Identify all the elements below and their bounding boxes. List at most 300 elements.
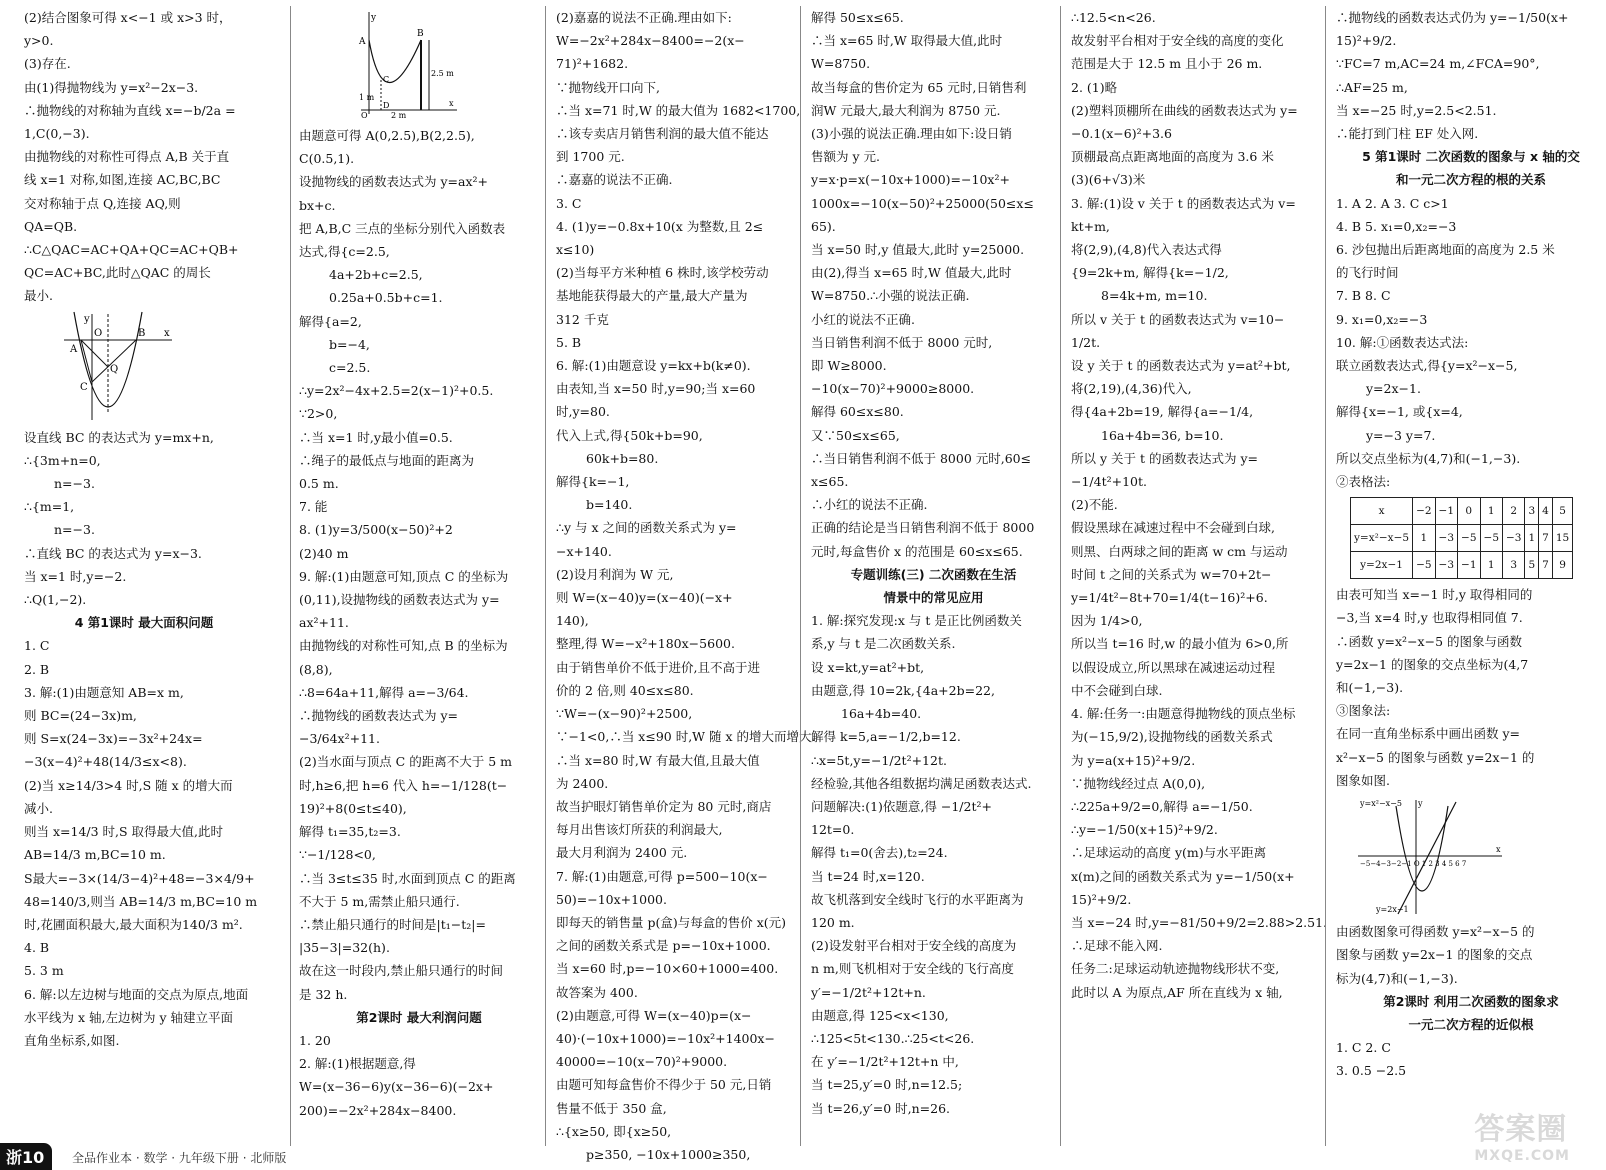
text-line: (2)塑料顶棚所在曲线的函数表达式为 y= <box>1071 102 1298 118</box>
fig2-label-1m: 1 m <box>359 93 375 102</box>
text-line: 1. C <box>24 638 50 654</box>
text-line: 200)=−2x²+284x−8400. <box>299 1102 457 1118</box>
text-line: ∴函数 y=x²−x−5 的图象与函数 <box>1336 633 1522 649</box>
text-line: ∴抛物线的对称轴为直线 x=−b/2a = <box>24 102 236 118</box>
text-line: 每月出售该灯所获的利润最大, <box>556 822 723 838</box>
text-line: c=2.5. <box>329 360 371 376</box>
fig2-label-a: A <box>359 37 366 47</box>
text-line: 由题意可得 A(0,2.5),B(2,2.5), <box>299 128 475 143</box>
text-line: 正确的结论是当日销售利润不低于 8000 <box>811 520 1035 536</box>
table-cell: 1 <box>1525 525 1539 552</box>
watermark-sub: MXQE.COM <box>1474 1148 1570 1164</box>
text-line: 120 m. <box>811 914 855 930</box>
text-line: 是 32 h. <box>299 986 348 1002</box>
fig-label-b: B <box>138 327 146 339</box>
text-line: 以假设成立,所以黑球在减速运动过程 <box>1071 659 1275 675</box>
text-line: (0,11),设抛物线的函数表达式为 y= <box>299 592 500 608</box>
fig2-label-c: C <box>383 75 390 84</box>
text-line: 为 y=a(x+15)²+9/2. <box>1071 752 1196 768</box>
column-1 <box>24 6 264 1146</box>
text-line: 故发射平台相对于安全线的高度的变化 <box>1071 33 1284 49</box>
fig-label-a: A <box>70 343 78 355</box>
table-cell: −3 <box>1435 525 1457 552</box>
text-line: (3)(6+√3)米 <box>1071 172 1146 188</box>
text-line: 由于销售单价不低于进价,且不高于进 <box>556 659 760 675</box>
section-heading-approx-root-1: 第2课时 利用二次函数的图象求 <box>1383 993 1559 1009</box>
text-line: 当 x=50 时,y 值最大,此时 y=25000. <box>811 242 1025 258</box>
text-line: ∴直线 BC 的表达式为 y=x−3. <box>24 545 202 561</box>
text-line: 则 W=(x−40)y=(x−40)(−x+ <box>556 590 733 606</box>
text-line: 10. 解:①函数表达式法: <box>1336 334 1469 350</box>
text-line: ∵W=−(x−90)²+2500, <box>556 706 693 722</box>
text-line: 标为(4,7)和(−1,−3). <box>1336 970 1458 986</box>
text-line: −10(x−70)²+9000≥8000. <box>811 381 975 397</box>
text-line: 此时以 A 为原点,AF 所在直线为 x 轴, <box>1071 984 1283 1000</box>
table-cell: 7 <box>1539 525 1553 552</box>
text-line: 基地能获得最大的产量,最大产量为 <box>556 288 748 304</box>
section-heading-intersection-2: 和一元二次方程的根的关系 <box>1395 172 1546 188</box>
text-line: 所以交点坐标为(4,7)和(−1,−3). <box>1336 450 1521 466</box>
text-line: n m,则飞机相对于安全线的飞行高度 <box>811 961 1014 977</box>
text-line: 故飞机落到安全线时飞行的水平距离为 <box>811 891 1024 907</box>
text-line: ∴抛物线的函数表达式为 y= <box>299 708 459 724</box>
text-line: 所以 y 关于 t 的函数表达式为 y= <box>1071 450 1258 466</box>
table-cell: −1 <box>1435 498 1457 525</box>
col4-lines-b <box>811 609 1056 1119</box>
text-line: 4. B 5. x₁=0,x₂=−3 <box>1336 218 1457 234</box>
text-line: 60k+b=80. <box>586 450 659 466</box>
table-cell: 3 <box>1503 552 1525 579</box>
text-line: −3,当 x=4 时,y 也取得相同值 7. <box>1336 610 1523 626</box>
text-line: 联立函数表达式,得{y=x²−x−5, <box>1336 358 1518 374</box>
text-line: 40)·(−10x+1000)=−10x²+1400x− <box>556 1030 775 1046</box>
col6-lines-d <box>1336 920 1606 990</box>
text-line: 48=140/3,则当 AB=14/3 m,BC=10 m <box>24 893 258 909</box>
text-line: 解得 60≤x≤80. <box>811 404 904 420</box>
text-line: 5. 3 m <box>24 963 64 979</box>
text-line: (2)当每平方米种植 6 株时,该学校劳动 <box>556 265 769 281</box>
fig2-label-y: y <box>371 13 377 23</box>
text-line: ∴当 x=71 时,W 的最大值为 1682<1700, <box>556 102 801 118</box>
text-line: ∴绳子的最低点与地面的距离为 <box>299 452 475 468</box>
text-line: 得{4a+2b=19, 解得{a=−1/4, <box>1071 404 1254 420</box>
text-line: 为(−15,9/2),设抛物线的函数关系式 <box>1071 729 1273 745</box>
text-line: ∴y=2x²−4x+2.5=2(x−1)²+0.5. <box>299 383 494 399</box>
column-4 <box>800 6 1056 1146</box>
value-table <box>1350 497 1573 579</box>
column-6 <box>1325 6 1606 1146</box>
text-line: y=1/4t²−8t+70=1/4(t−16)²+6. <box>1071 590 1268 606</box>
watermark-logo <box>1474 1104 1570 1164</box>
table-row <box>1351 552 1573 579</box>
rope-diagram <box>359 10 459 120</box>
text-line: x≤65. <box>811 474 849 490</box>
text-line: 为 2400. <box>556 775 609 791</box>
text-line: ∵−1/128<0, <box>299 847 376 863</box>
text-line: y′=−1/2t²+12t+n. <box>811 984 926 1000</box>
fig2-label-d: D <box>383 101 390 110</box>
text-line: 解得 t₁=0(舍去),t₂=24. <box>811 845 948 861</box>
text-line: 19)²+8(0≤t≤40), <box>299 800 407 816</box>
text-line: 直角坐标系,如图. <box>24 1032 120 1048</box>
text-line: 0.25a+0.5b+c=1. <box>329 290 443 306</box>
text-line: 则 BC=(24−3x)m, <box>24 708 137 724</box>
text-line: ②表格法: <box>1336 474 1391 490</box>
text-line: 设直线 BC 的表达式为 y=mx+n, <box>24 429 214 445</box>
text-line: 解得 50≤x≤65. <box>811 10 904 25</box>
table-cell: x <box>1351 498 1413 525</box>
text-line: 把 A,B,C 三点的坐标分别代入函数表 <box>299 220 506 236</box>
text-line: 由表可知当 x=−1 时,y 取得相同的 <box>1336 587 1533 603</box>
graph-label-parabola: y=x²−x−5 <box>1360 799 1402 809</box>
text-line: y=x·p=x(−10x+1000)=−10x²+ <box>811 172 1010 188</box>
special-training-heading-2: 情景中的常见应用 <box>883 590 984 606</box>
text-line: 到 1700 元. <box>556 149 625 165</box>
text-line: y=2x−1 的图象的交点坐标为(4,7 <box>1336 656 1529 672</box>
text-line: 图象如图. <box>1336 772 1390 788</box>
text-line: −1/4t²+10t. <box>1071 474 1148 490</box>
table-cell: 1 <box>1480 552 1502 579</box>
text-line: {9=2k+m, 解得{k=−1/2, <box>1071 265 1229 281</box>
text-line: 7. B 8. C <box>1336 288 1391 304</box>
text-line: 当 x=60 时,p=−10×60+1000=400. <box>556 961 779 977</box>
text-line: 解得 k=5,a=−1/2,b=12. <box>811 729 961 745</box>
text-line: 价的 2 倍,则 40≤x≤80. <box>556 682 694 698</box>
text-line: 6. 解:(1)由题意设 y=kx+b(k≠0). <box>556 358 751 374</box>
text-line: 售额为 y 元. <box>811 149 880 165</box>
table-cell: 5 <box>1552 498 1572 525</box>
text-line: 50)=−10x+1000. <box>556 891 667 907</box>
text-line: (2)当水面与顶点 C 的距离不大于 5 m <box>299 754 512 770</box>
text-line: 由(2),得当 x=65 时,W 值最大,此时 <box>811 265 1012 281</box>
text-line: ∴Q(1,−2). <box>24 592 87 608</box>
text-line: 7. 能 <box>299 499 328 515</box>
text-line: 40000=−10(x−70)²+9000. <box>556 1054 728 1070</box>
text-line: kt+m, <box>1071 218 1110 234</box>
text-line: 2. 解:(1)根据题意,得 <box>299 1056 416 1072</box>
text-line: ∴{3m+n=0, <box>24 452 101 468</box>
text-line: 由(1)得抛物线为 y=x²−2x−3. <box>24 79 199 95</box>
table-cell: 1 <box>1480 498 1502 525</box>
text-line: 当 t=26,y′=0 时,n=26. <box>811 1100 951 1116</box>
text-line: 15)²+9/2. <box>1336 33 1397 49</box>
table-cell: −5 <box>1413 552 1435 579</box>
text-line: 由抛物线的对称性可知,点 B 的坐标为 <box>299 638 508 654</box>
text-line: 0.5 m. <box>299 476 339 492</box>
text-line: 8=4k+m, m=10. <box>1101 288 1208 304</box>
book-info: 全品作业本 · 数学 · 九年级下册 · 北师版 <box>72 1151 287 1165</box>
text-line: ∴125<5t<130.∴25<t<26. <box>811 1030 975 1046</box>
text-line: 将(2,19),(4,36)代入, <box>1071 381 1192 397</box>
text-line: 2. B <box>24 661 50 677</box>
text-line: 即每天的销售量 p(盒)与每盒的售价 x(元) <box>556 914 787 930</box>
text-line: 问题解决:(1)依题意,得 −1/2t²+ <box>811 798 992 814</box>
section-heading-approx-root-2: 一元二次方程的近似根 <box>1408 1016 1534 1032</box>
text-line: ∴当 x=1 时,y最小值=0.5. <box>299 429 453 445</box>
text-line: bx+c. <box>299 197 336 213</box>
text-line: W=8750. <box>811 56 871 72</box>
special-training-heading-1: 专题训练(三) 二次函数在生活 <box>850 566 1017 582</box>
col6-lines-a <box>1336 6 1606 145</box>
text-line: ∴嘉嘉的说法不正确. <box>556 172 673 188</box>
text-line: 则 S=x(24−3x)=−3x²+24x= <box>24 731 203 747</box>
text-line: 16a+4b=40. <box>841 706 922 722</box>
text-line: (3)小强的说法正确.理由如下:设日销 <box>811 126 1012 142</box>
text-line: 不大于 5 m,需禁止船只通行. <box>299 893 460 909</box>
text-line: 最小. <box>24 288 53 304</box>
text-line: (2)嘉嘉的说法不正确.理由如下: <box>556 10 732 25</box>
text-line: C(0.5,1). <box>299 151 355 167</box>
table-row <box>1351 525 1573 552</box>
table-cell: −3 <box>1435 552 1457 579</box>
column-5 <box>1060 6 1328 1146</box>
col2-lines <box>299 124 539 1006</box>
text-line: 1. C 2. C <box>1336 1040 1391 1056</box>
text-line: ∴该专卖店月销售利润的最大值不能达 <box>556 126 769 142</box>
text-line: 3. 解:(1)设 v 关于 t 的函数表达式为 v= <box>1071 195 1296 211</box>
text-line: 故当每盒的售价定为 65 元时,日销售利 <box>811 79 1027 95</box>
text-line: AB=14/3 m,BC=10 m. <box>24 847 166 863</box>
text-line: (2)设月利润为 W 元, <box>556 566 674 582</box>
page-footer <box>0 1146 520 1170</box>
text-line: 所以 v 关于 t 的函数表达式为 v=10− <box>1071 311 1285 327</box>
text-line: 将(2,9),(4,8)代入表达式得 <box>1071 242 1222 258</box>
section-heading-max-area: 4 第1课时 最大面积问题 <box>74 615 214 631</box>
text-line: 解得{k=−1, <box>556 474 630 490</box>
graph-label-line: y=2x−1 <box>1376 905 1409 915</box>
text-line: (2)不能. <box>1071 497 1118 513</box>
table-row <box>1351 498 1573 525</box>
text-line: 由表知,当 x=50 时,y=90;当 x=60 <box>556 381 756 397</box>
text-line: ∴8=64a+11,解得 a=−3/64. <box>299 684 469 700</box>
column-3 <box>545 6 816 1162</box>
col5-lines <box>1071 6 1328 1004</box>
text-line: 减小. <box>24 800 53 816</box>
function-graph-figure <box>1356 796 1606 916</box>
text-line: 1000x=−10(x−50)²+25000(50≤x≤ <box>811 195 1034 211</box>
graph-label-y: y <box>1418 799 1423 809</box>
table-cell: y=x²−x−5 <box>1351 525 1413 552</box>
text-line: ∴小红的说法不正确. <box>811 497 928 513</box>
fig-label-q: Q <box>110 363 119 375</box>
text-line: 解得{x=−1, 或{x=4, <box>1336 404 1463 420</box>
text-line: 4. B <box>24 940 50 956</box>
table-cell: −5 <box>1458 525 1480 552</box>
text-line: ∵抛物线开口向下, <box>556 79 660 95</box>
text-line: 4. (1)y=−0.8x+10(x 为整数,且 2≤ <box>556 218 764 234</box>
text-line: 7. 解:(1)由题意,可得 p=500−10(x− <box>556 868 768 884</box>
text-line: n=−3. <box>54 476 95 492</box>
text-line: 当 x=−25 时,y=2.5<2.51. <box>1336 102 1497 118</box>
text-line: 3. 解:(1)由题意知 AB=x m, <box>24 684 184 700</box>
text-line: 之间的函数关系式是 p=−10x+1000. <box>556 938 771 954</box>
text-line: ∴当 x=80 时,W 有最大值,且最大值 <box>556 752 760 768</box>
col3-lines <box>556 6 816 1166</box>
text-line: −3/64x²+11. <box>299 731 380 747</box>
fig2-label-x: x <box>449 99 454 108</box>
graph-tick-labels: −5−4−3−2−1 O 1 2 3 4 5 6 7 <box>1360 860 1467 869</box>
table-cell: 4 <box>1539 498 1553 525</box>
text-line: 售量不低于 350 盒, <box>556 1100 667 1116</box>
text-line: ∴足球不能入网. <box>1071 938 1163 954</box>
text-line: 时,y=80. <box>556 404 610 420</box>
col1-lines-b <box>24 426 264 612</box>
text-line: 水平线为 x 轴,左边树为 y 轴建立平面 <box>24 1009 233 1025</box>
graph-label-x: x <box>1496 845 1501 855</box>
text-line: ∴禁止船只通行的时间是|t₁−t₂|= <box>299 916 486 932</box>
text-line: 15)²+9/2. <box>1071 891 1132 907</box>
text-line: (8,8), <box>299 661 333 677</box>
text-line: W=(x−36−6)y(x−36−6)(−2x+ <box>299 1079 494 1095</box>
text-line: n=−3. <box>54 522 95 538</box>
text-line: 71)²+1682. <box>556 56 629 72</box>
parabola-figure <box>64 312 264 422</box>
table-cell: 2 <box>1503 498 1525 525</box>
fig-label-o: O <box>94 327 103 339</box>
text-line: 4a+2b+c=2.5, <box>329 267 423 283</box>
text-line: 9. 解:(1)由题意可知,顶点 C 的坐标为 <box>299 568 509 584</box>
text-line: 当 t=25,y′=0 时,n=12.5; <box>811 1077 963 1093</box>
text-line: (2)40 m <box>299 545 349 561</box>
text-line: 时,花圃面积最大,最大面积为140/3 m². <box>24 916 243 932</box>
text-line: 65). <box>811 218 836 234</box>
col6-lines-e <box>1336 1036 1606 1082</box>
text-line: x≤10) <box>556 242 595 258</box>
fig-label-c: C <box>80 381 88 393</box>
text-line: 在同一直角坐标系中画出函数 y= <box>1336 726 1521 742</box>
rope-figure <box>359 10 539 120</box>
text-line: ∴当 x=65 时,W 取得最大值,此时 <box>811 33 1003 49</box>
text-line: 在 y′=−1/2t²+12t+n 中, <box>811 1054 959 1070</box>
text-line: 和(−1,−3). <box>1336 680 1404 696</box>
col2-lines-b <box>299 1029 539 1122</box>
text-line: 6. 沙包抛出后距离地面的高度为 2.5 米 <box>1336 242 1555 258</box>
text-line: 解得{a=2, <box>299 313 362 329</box>
text-line: 3. C <box>556 195 582 211</box>
text-line: 顶棚最高点距离地面的高度为 3.6 米 <box>1071 149 1274 165</box>
text-line: (2)由题意,可得 W=(x−40)p=(x− <box>556 1007 752 1023</box>
table-cell: 1 <box>1413 525 1435 552</box>
text-line: x(m)之间的函数关系式为 y=−1/50(x+ <box>1071 868 1295 884</box>
text-line: 由题意,得 10=2k,{4a+2b=22, <box>811 682 995 698</box>
text-line: 线 x=1 对称,如图,连接 AC,BC,BC <box>24 172 221 188</box>
text-line: W=8750.∴小强的说法正确. <box>811 288 970 304</box>
text-line: ∵FC=7 m,AC=24 m,∠FCA=90°, <box>1336 56 1540 72</box>
text-line: (2)结合图象可得 x<−1 或 x>3 时， <box>24 10 232 25</box>
section-heading-intersection-1: 5 第1课时 二次函数的图象与 x 轴的交 <box>1362 149 1580 165</box>
text-line: 1. 20 <box>299 1032 331 1048</box>
table-cell: −2 <box>1413 498 1435 525</box>
text-line: ∴当 3≤t≤35 时,水面到顶点 C 的距离 <box>299 870 516 886</box>
text-line: ∴能打到门柱 EF 处入网. <box>1336 126 1479 142</box>
text-line: ∴当日销售利润不低于 8000 元时,60≤ <box>811 450 1032 466</box>
text-line: |35−3|=32(h). <box>299 940 390 956</box>
text-line: 设 x=kt,y=at²+bt, <box>811 659 925 675</box>
text-line: 2. (1)略 <box>1071 79 1118 95</box>
text-line: QA=QB. <box>24 218 78 234</box>
text-line: ∵−1<0,∴当 x≤90 时,W 随 x 的增大而增大. <box>556 729 816 745</box>
text-line: 图象与函数 y=2x−1 的图象的交点 <box>1336 947 1533 963</box>
text-line: 则当 x=14/3 时,S 取得最大值,此时 <box>24 824 224 840</box>
text-line: −0.1(x−6)²+3.6 <box>1071 126 1172 142</box>
text-line: W=−2x²+284x−8400=−2(x− <box>556 33 745 49</box>
table-cell: −1 <box>1458 552 1480 579</box>
text-line: 3. 0.5 −2.5 <box>1336 1063 1407 1079</box>
table-cell: 3 <box>1525 498 1539 525</box>
text-line: 交对称轴于点 Q,连接 AQ,则 <box>24 195 181 211</box>
text-line: 即 W≥8000. <box>811 358 887 374</box>
text-line: QC=AC+BC,此时△QAC 的周长 <box>24 265 211 281</box>
text-line: (2)当 x≥14/3>4 时,S 随 x 的增大而 <box>24 777 233 793</box>
text-line: 由抛物线的对称性可得点 A,B 关于直 <box>24 149 230 165</box>
text-line: y=−3 y=7. <box>1366 427 1436 443</box>
text-line: ax²+11. <box>299 615 349 631</box>
text-line: 4. 解:任务一:由题意得抛物线的顶点坐标 <box>1071 706 1296 722</box>
text-line: ∴{x≥50, 即{x≥50, <box>556 1123 672 1139</box>
text-line: 中不会碰到白球. <box>1071 682 1163 698</box>
text-line: 解得 t₁=35,t₂=3. <box>299 824 401 840</box>
text-line: 元时,每盒售价 x 的范围是 60≤x≤65. <box>811 543 1023 559</box>
text-line: (2)设发射平台相对于安全线的高度为 <box>811 938 1017 954</box>
text-line: 时间 t 之间的关系式为 w=70+2t− <box>1071 566 1272 582</box>
fig2-label-height: 2.5 m <box>431 69 454 78</box>
page-number: 浙10 <box>0 1143 52 1170</box>
text-line: ∵抛物线经过点 A(0,0), <box>1071 775 1206 791</box>
text-line: ∴抛物线的函数表达式仍为 y=−1/50(x+ <box>1336 10 1569 25</box>
col6-lines-c <box>1336 583 1606 792</box>
text-line: 整理,得 W=−x²+180x−5600. <box>556 636 735 652</box>
text-line: ∴y=−1/50(x+15)²+9/2. <box>1071 822 1218 838</box>
text-line: (3)存在. <box>24 56 71 72</box>
text-line: 达式,得{c=2.5, <box>299 244 390 260</box>
text-line: 范围是大于 12.5 m 且小于 26 m. <box>1071 56 1263 72</box>
text-line: 由题意,得 125<x<130, <box>811 1007 949 1023</box>
text-line: −x+140. <box>556 543 612 559</box>
text-line: x²−x−5 的图象与函数 y=2x−1 的 <box>1336 749 1535 765</box>
text-line: 小红的说法不正确. <box>811 311 915 327</box>
text-line: 由题可知每盒售价不得少于 50 元,日销 <box>556 1077 772 1093</box>
parabola-diagram <box>64 312 174 422</box>
text-line: 的飞行时间 <box>1336 265 1399 281</box>
text-line: S最大=−3×(14/3−4)²+48=−3×4/9+ <box>24 870 255 886</box>
table-cell: 9 <box>1552 552 1572 579</box>
col1-lines-a <box>24 6 264 308</box>
text-line: y=2x−1. <box>1366 381 1421 397</box>
text-line: 由函数图象可得函数 y=x²−x−5 的 <box>1336 924 1535 940</box>
text-line: 当 t=24 时,x=120. <box>811 868 925 884</box>
text-line: 故当护眼灯销售单价定为 80 元时,商店 <box>556 798 772 814</box>
text-line: 1. A 2. A 3. C c>1 <box>1336 195 1449 211</box>
text-line: 润W 元最大,最大利润为 8750 元. <box>811 102 1001 118</box>
text-line: 8. (1)y=3/500(x−50)²+2 <box>299 522 453 538</box>
fig-label-x: x <box>164 327 170 339</box>
text-line: ∴C△QAC=AC+QA+QC=AC+QB+ <box>24 242 239 258</box>
text-line: 1/2t. <box>1071 334 1101 350</box>
text-line: ∴225a+9/2=0,解得 a=−1/50. <box>1071 798 1253 814</box>
fig-label-y: y <box>84 313 90 325</box>
text-line: ∴y 与 x 之间的函数关系式为 y= <box>556 520 737 536</box>
text-line: 时,h≥6,把 h=6 代入 h=−1/128(t− <box>299 777 508 793</box>
section-heading-max-profit: 第2课时 最大利润问题 <box>356 1009 482 1025</box>
text-line: 1,C(0,−3). <box>24 126 90 142</box>
text-line: 6. 解:以左边树与地面的交点为原点,地面 <box>24 986 249 1002</box>
text-line: 9. x₁=0,x₂=−3 <box>1336 311 1428 327</box>
text-line: 故在这一时段内,禁止船只通行的时间 <box>299 963 503 979</box>
col1-lines-c <box>24 634 264 1052</box>
table-cell: −3 <box>1503 525 1525 552</box>
col6-lines-b <box>1336 192 1606 494</box>
text-line: 12t=0. <box>811 822 855 838</box>
